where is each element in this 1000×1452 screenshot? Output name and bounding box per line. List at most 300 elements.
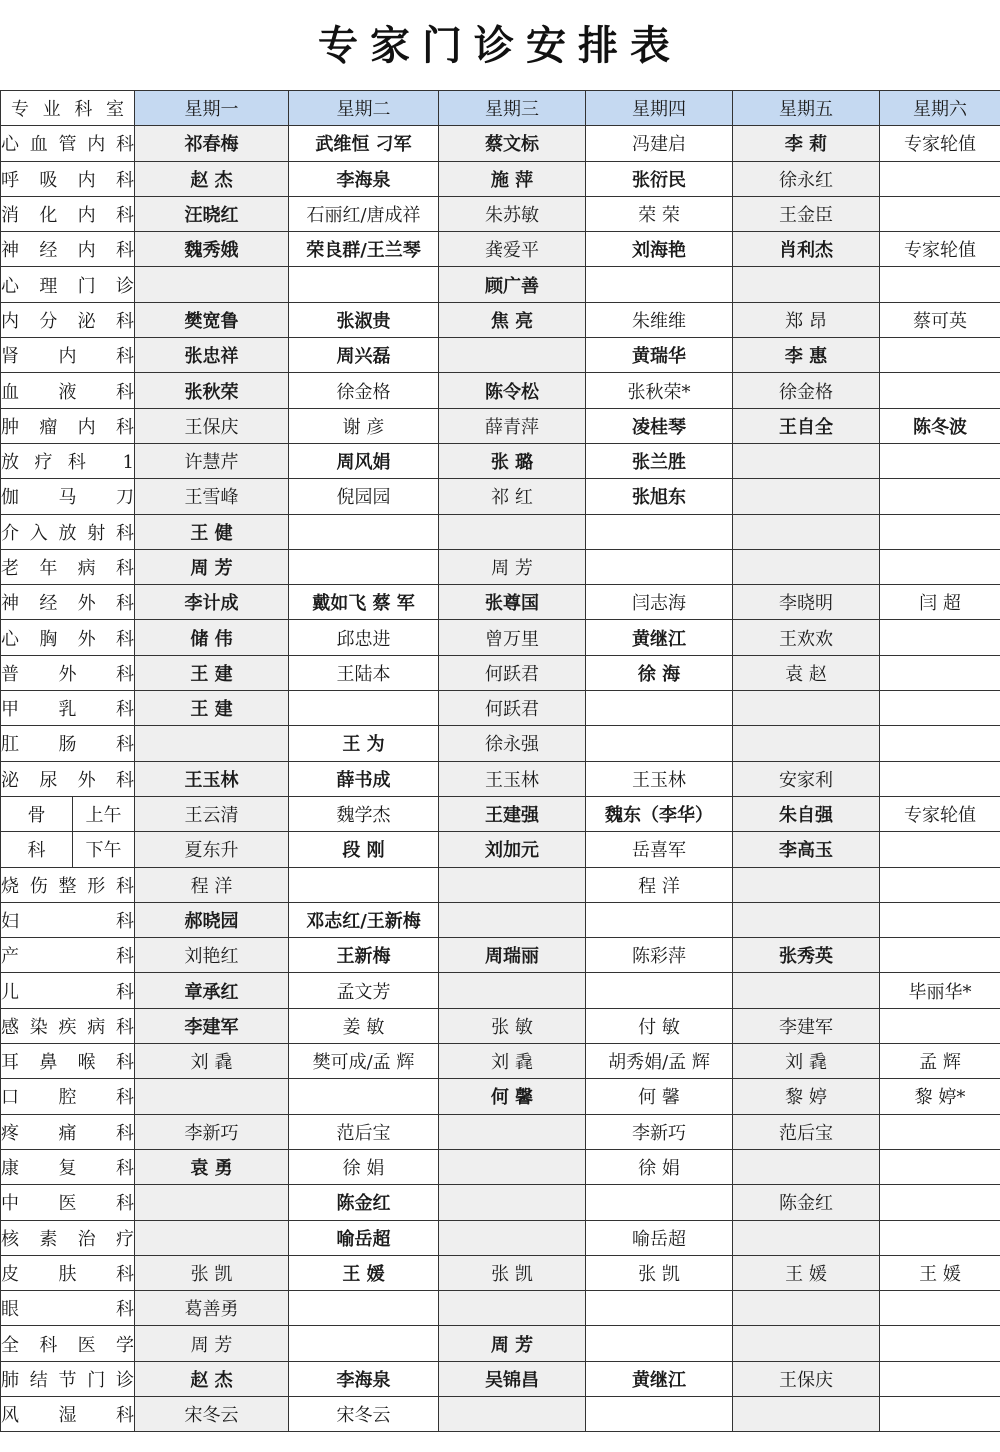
schedule-cell (289, 1079, 439, 1114)
schedule-cell (439, 867, 586, 902)
schedule-cell: 朱苏敏 (439, 196, 586, 231)
department-name: 血液科 (1, 373, 135, 408)
schedule-cell (733, 691, 880, 726)
header-day-sat: 星期六 (880, 91, 1000, 126)
schedule-cell: 喻岳超 (289, 1220, 439, 1255)
schedule-cell: 何 馨 (586, 1079, 733, 1114)
schedule-cell (733, 726, 880, 761)
schedule-cell: 倪园园 (289, 479, 439, 514)
schedule-cell: 王欢欢 (733, 620, 880, 655)
schedule-cell: 荣良群/王兰琴 (289, 232, 439, 267)
schedule-cell (880, 726, 1000, 761)
table-row (1, 973, 1000, 1008)
department-name: 口腔科 (1, 1079, 135, 1114)
department-name: 内分泌科 (1, 302, 135, 337)
table-row (1, 761, 1000, 796)
schedule-cell: 肖利杰 (733, 232, 880, 267)
schedule-cell (733, 1396, 880, 1431)
schedule-cell (880, 338, 1000, 373)
schedule-cell: 李新巧 (135, 1114, 289, 1149)
department-name: 甲乳科 (1, 691, 135, 726)
department-name: 老年病科 (1, 549, 135, 584)
schedule-cell: 祁春梅 (135, 126, 289, 161)
schedule-cell (880, 867, 1000, 902)
schedule-cell (880, 902, 1000, 937)
schedule-cell: 岳喜军 (586, 832, 733, 867)
schedule-cell: 宋冬云 (135, 1396, 289, 1431)
schedule-cell: 李建军 (135, 1008, 289, 1043)
schedule-cell: 胡秀娟/孟 辉 (586, 1044, 733, 1079)
schedule-cell: 王建强 (439, 796, 586, 831)
schedule-cell (289, 691, 439, 726)
department-name: 疼痛科 (1, 1114, 135, 1149)
table-row (1, 479, 1000, 514)
schedule-cell: 石丽红/唐成祥 (289, 196, 439, 231)
schedule-cell (586, 1291, 733, 1326)
table-row (1, 867, 1000, 902)
department-name: 眼科 (1, 1291, 135, 1326)
header-dept: 专业科室 (1, 91, 135, 126)
schedule-cell: 施 萍 (439, 161, 586, 196)
schedule-cell: 黄继江 (586, 620, 733, 655)
department-name: 儿科 (1, 973, 135, 1008)
table-row (1, 726, 1000, 761)
schedule-cell (135, 267, 289, 302)
table-row (1, 1008, 1000, 1043)
schedule-cell (289, 867, 439, 902)
schedule-cell: 王自全 (733, 408, 880, 443)
schedule-cell: 王金臣 (733, 196, 880, 231)
schedule-cell: 汪晓红 (135, 196, 289, 231)
schedule-cell: 李建军 (733, 1008, 880, 1043)
department-name: 消化内科 (1, 196, 135, 231)
schedule-cell: 徐 娟 (289, 1149, 439, 1184)
schedule-cell (439, 1220, 586, 1255)
schedule-cell: 谢 彦 (289, 408, 439, 443)
schedule-cell: 王陆本 (289, 655, 439, 690)
schedule-cell: 陈令松 (439, 373, 586, 408)
schedule-cell (586, 1396, 733, 1431)
schedule-cell: 安家利 (733, 761, 880, 796)
schedule-cell: 李晓明 (733, 585, 880, 620)
schedule-cell: 龚爱平 (439, 232, 586, 267)
schedule-cell: 郑 昂 (733, 302, 880, 337)
schedule-cell: 张淑贵 (289, 302, 439, 337)
schedule-cell: 朱维维 (586, 302, 733, 337)
department-name: 肛肠科 (1, 726, 135, 761)
schedule-cell (880, 196, 1000, 231)
schedule-cell (880, 1149, 1000, 1184)
schedule-cell: 张 璐 (439, 443, 586, 478)
schedule-cell (439, 1149, 586, 1184)
header-day-fri: 星期五 (733, 91, 880, 126)
schedule-cell (733, 867, 880, 902)
schedule-cell: 樊宽鲁 (135, 302, 289, 337)
schedule-cell: 徐金格 (733, 373, 880, 408)
schedule-cell: 刘海艳 (586, 232, 733, 267)
schedule-cell (289, 1326, 439, 1361)
schedule-cell: 赵 杰 (135, 1361, 289, 1396)
schedule-cell: 陈冬波 (880, 408, 1000, 443)
table-row (1, 1149, 1000, 1184)
header-day-wed: 星期三 (439, 91, 586, 126)
department-name: 感染疾病科 (1, 1008, 135, 1043)
schedule-cell (289, 1291, 439, 1326)
department-name: 烧伤整形科 (1, 867, 135, 902)
department-name: 康复科 (1, 1149, 135, 1184)
table-row (1, 1114, 1000, 1149)
schedule-cell (439, 1114, 586, 1149)
schedule-cell: 夏东升 (135, 832, 289, 867)
schedule-cell (289, 514, 439, 549)
page-title: 专家门诊安排表 (318, 22, 682, 69)
schedule-cell (880, 1114, 1000, 1149)
table-row (1, 1396, 1000, 1431)
department-name: 呼吸内科 (1, 161, 135, 196)
schedule-cell: 张 凯 (586, 1255, 733, 1290)
table-row (1, 302, 1000, 337)
schedule-cell: 孟 辉 (880, 1044, 1000, 1079)
department-name-ortho-bottom: 科 (1, 832, 73, 867)
schedule-cell: 徐 娟 (586, 1149, 733, 1184)
schedule-cell: 蔡文标 (439, 126, 586, 161)
schedule-cell (733, 1326, 880, 1361)
schedule-cell: 许慧芹 (135, 443, 289, 478)
schedule-cell: 薛书成 (289, 761, 439, 796)
schedule-cell: 周 芳 (135, 549, 289, 584)
schedule-cell (880, 267, 1000, 302)
header-day-mon: 星期一 (135, 91, 289, 126)
table-row (1, 620, 1000, 655)
schedule-cell (586, 726, 733, 761)
schedule-cell (289, 267, 439, 302)
schedule-cell: 闫志海 (586, 585, 733, 620)
table-row (1, 585, 1000, 620)
schedule-cell: 张尊国 (439, 585, 586, 620)
table-row (1, 126, 1000, 161)
schedule-cell: 祁 红 (439, 479, 586, 514)
table-row (1, 1044, 1000, 1079)
table-row (1, 338, 1000, 373)
table-row-ortho-am (1, 796, 1000, 831)
department-name: 泌尿外科 (1, 761, 135, 796)
schedule-cell: 徐金格 (289, 373, 439, 408)
schedule-cell: 黎 婷 (733, 1079, 880, 1114)
department-name: 风湿科 (1, 1396, 135, 1431)
schedule-cell: 李新巧 (586, 1114, 733, 1149)
department-name: 心胸外科 (1, 620, 135, 655)
schedule-cell: 李海泉 (289, 1361, 439, 1396)
department-name: 神经外科 (1, 585, 135, 620)
schedule-cell: 樊可成/孟 辉 (289, 1044, 439, 1079)
schedule-cell: 何跃君 (439, 655, 586, 690)
department-name: 全科医学 (1, 1326, 135, 1361)
schedule-cell (880, 1361, 1000, 1396)
department-name: 耳鼻喉科 (1, 1044, 135, 1079)
schedule-cell: 张衍民 (586, 161, 733, 196)
schedule-cell (586, 1326, 733, 1361)
schedule-cell: 刘 毳 (135, 1044, 289, 1079)
schedule-cell (733, 1149, 880, 1184)
schedule-cell: 范后宝 (733, 1114, 880, 1149)
schedule-cell: 刘 毳 (733, 1044, 880, 1079)
schedule-cell: 王 媛 (733, 1255, 880, 1290)
schedule-cell (586, 549, 733, 584)
schedule-cell: 专家轮值 (880, 126, 1000, 161)
table-row (1, 1255, 1000, 1290)
schedule-cell: 王保庆 (733, 1361, 880, 1396)
schedule-cell (439, 1291, 586, 1326)
schedule-cell (135, 1220, 289, 1255)
schedule-cell: 张秋荣* (586, 373, 733, 408)
schedule-cell: 邱忠进 (289, 620, 439, 655)
schedule-cell: 程 洋 (135, 867, 289, 902)
schedule-cell (880, 1291, 1000, 1326)
table-row (1, 1185, 1000, 1220)
schedule-cell (880, 620, 1000, 655)
schedule-cell (135, 1185, 289, 1220)
schedule-cell: 郝晓园 (135, 902, 289, 937)
table-row (1, 373, 1000, 408)
department-name: 神经内科 (1, 232, 135, 267)
schedule-cell: 张秋荣 (135, 373, 289, 408)
schedule-cell: 黄继江 (586, 1361, 733, 1396)
header-day-tue: 星期二 (289, 91, 439, 126)
schedule-cell: 张 凯 (135, 1255, 289, 1290)
schedule-cell: 张 凯 (439, 1255, 586, 1290)
schedule-cell: 周 芳 (439, 549, 586, 584)
schedule-cell: 张秀英 (733, 938, 880, 973)
schedule-cell: 赵 杰 (135, 161, 289, 196)
schedule-cell: 李计成 (135, 585, 289, 620)
header-row (1, 91, 1000, 126)
schedule-cell: 付 敏 (586, 1008, 733, 1043)
department-name-ortho-top: 骨 (1, 796, 73, 831)
department-name: 伽马刀 (1, 479, 135, 514)
schedule-cell: 吴锦昌 (439, 1361, 586, 1396)
schedule-cell: 何跃君 (439, 691, 586, 726)
schedule-cell (880, 514, 1000, 549)
schedule-cell (733, 973, 880, 1008)
schedule-cell (880, 1185, 1000, 1220)
schedule-cell: 王云清 (135, 796, 289, 831)
schedule-cell: 周 芳 (135, 1326, 289, 1361)
department-name: 核素治疗 (1, 1220, 135, 1255)
schedule-cell (880, 1326, 1000, 1361)
schedule-cell: 袁 勇 (135, 1149, 289, 1184)
schedule-cell (135, 726, 289, 761)
schedule-cell: 周风娟 (289, 443, 439, 478)
schedule-cell: 王 为 (289, 726, 439, 761)
schedule-cell (880, 1220, 1000, 1255)
schedule-cell (586, 1185, 733, 1220)
schedule-cell: 魏学杰 (289, 796, 439, 831)
department-name: 肿瘤内科 (1, 408, 135, 443)
schedule-cell: 陈金红 (289, 1185, 439, 1220)
schedule-cell (733, 902, 880, 937)
schedule-cell: 王新梅 (289, 938, 439, 973)
table-row (1, 196, 1000, 231)
schedule-cell (880, 655, 1000, 690)
schedule-cell: 袁 赵 (733, 655, 880, 690)
schedule-cell (880, 549, 1000, 584)
department-name: 肾内科 (1, 338, 135, 373)
schedule-cell: 周 芳 (439, 1326, 586, 1361)
schedule-cell (586, 902, 733, 937)
schedule-cell: 王玉林 (439, 761, 586, 796)
schedule-cell: 蔡可英 (880, 302, 1000, 337)
schedule-cell: 魏秀娥 (135, 232, 289, 267)
schedule-cell: 范后宝 (289, 1114, 439, 1149)
schedule-cell: 李海泉 (289, 161, 439, 196)
department-name: 放疗科 1 (1, 443, 135, 478)
schedule-cell: 顾广善 (439, 267, 586, 302)
schedule-cell (880, 1008, 1000, 1043)
schedule-cell: 闫 超 (880, 585, 1000, 620)
schedule-cell: 章承红 (135, 973, 289, 1008)
table-row (1, 267, 1000, 302)
schedule-cell: 徐 海 (586, 655, 733, 690)
schedule-cell (733, 267, 880, 302)
session-label-am: 上午 (73, 796, 135, 831)
schedule-cell: 张旭东 (586, 479, 733, 514)
table-row (1, 655, 1000, 690)
table-row (1, 549, 1000, 584)
department-name: 产科 (1, 938, 135, 973)
schedule-cell (586, 514, 733, 549)
schedule-cell: 李 惠 (733, 338, 880, 373)
table-row-ortho-pm (1, 832, 1000, 867)
schedule-cell: 储 伟 (135, 620, 289, 655)
department-name: 心理门诊 (1, 267, 135, 302)
schedule-cell: 陈金红 (733, 1185, 880, 1220)
schedule-cell (880, 1396, 1000, 1431)
schedule-cell: 荣 荣 (586, 196, 733, 231)
table-row (1, 443, 1000, 478)
schedule-cell (880, 761, 1000, 796)
schedule-cell: 程 洋 (586, 867, 733, 902)
schedule-cell (289, 549, 439, 584)
schedule-cell (439, 1185, 586, 1220)
table-row (1, 938, 1000, 973)
department-name: 妇科 (1, 902, 135, 937)
schedule-cell: 李 莉 (733, 126, 880, 161)
schedule-cell: 黄瑞华 (586, 338, 733, 373)
department-name: 皮肤科 (1, 1255, 135, 1290)
schedule-cell: 专家轮值 (880, 232, 1000, 267)
schedule-cell: 陈彩萍 (586, 938, 733, 973)
schedule-cell: 毕丽华* (880, 973, 1000, 1008)
department-name: 心血管内科 (1, 126, 135, 161)
schedule-cell (880, 479, 1000, 514)
schedule-cell: 喻岳超 (586, 1220, 733, 1255)
schedule-cell: 王 媛 (289, 1255, 439, 1290)
schedule-cell: 邓志红/王新梅 (289, 902, 439, 937)
department-name: 中医科 (1, 1185, 135, 1220)
schedule-cell: 曾万里 (439, 620, 586, 655)
schedule-cell (439, 514, 586, 549)
schedule-cell: 朱自强 (733, 796, 880, 831)
table-row (1, 902, 1000, 937)
table-row (1, 1079, 1000, 1114)
schedule-cell (733, 443, 880, 478)
table-row (1, 691, 1000, 726)
schedule-cell: 宋冬云 (289, 1396, 439, 1431)
table-row (1, 232, 1000, 267)
schedule-cell (135, 1079, 289, 1114)
schedule-cell (439, 902, 586, 937)
department-name: 普外科 (1, 655, 135, 690)
schedule-cell: 专家轮值 (880, 796, 1000, 831)
department-name: 肺结节门诊 (1, 1361, 135, 1396)
session-label-pm: 下午 (73, 832, 135, 867)
schedule-cell: 魏东（李华） (586, 796, 733, 831)
schedule-cell: 周兴磊 (289, 338, 439, 373)
schedule-cell: 焦 亮 (439, 302, 586, 337)
schedule-cell: 徐永红 (733, 161, 880, 196)
schedule-cell (733, 1291, 880, 1326)
schedule-cell (439, 1396, 586, 1431)
schedule-cell: 薛青萍 (439, 408, 586, 443)
table-row (1, 408, 1000, 443)
schedule-cell: 王 建 (135, 655, 289, 690)
department-name: 介入放射科 (1, 514, 135, 549)
schedule-cell: 王玉林 (586, 761, 733, 796)
schedule-cell: 刘加元 (439, 832, 586, 867)
schedule-cell (586, 973, 733, 1008)
schedule-cell: 王 健 (135, 514, 289, 549)
schedule-cell (880, 938, 1000, 973)
schedule-cell: 凌桂琴 (586, 408, 733, 443)
schedule-cell (733, 514, 880, 549)
schedule-cell (880, 691, 1000, 726)
schedule-cell (439, 973, 586, 1008)
header-day-thu: 星期四 (586, 91, 733, 126)
schedule-cell (880, 443, 1000, 478)
table-row (1, 1361, 1000, 1396)
table-row (1, 514, 1000, 549)
table-row (1, 1291, 1000, 1326)
schedule-cell (733, 479, 880, 514)
schedule-cell (439, 338, 586, 373)
schedule-cell (880, 832, 1000, 867)
table-row (1, 1220, 1000, 1255)
schedule-cell: 徐永强 (439, 726, 586, 761)
schedule-cell: 王 建 (135, 691, 289, 726)
schedule-cell: 段 刚 (289, 832, 439, 867)
schedule-cell: 王玉林 (135, 761, 289, 796)
table-row (1, 1326, 1000, 1361)
schedule-cell (586, 267, 733, 302)
schedule-cell (733, 549, 880, 584)
schedule-cell: 王雪峰 (135, 479, 289, 514)
schedule-cell: 李高玉 (733, 832, 880, 867)
schedule-cell: 姜 敏 (289, 1008, 439, 1043)
schedule-cell: 冯建启 (586, 126, 733, 161)
schedule-cell (880, 161, 1000, 196)
schedule-cell (586, 691, 733, 726)
table-row (1, 161, 1000, 196)
schedule-cell: 孟文芳 (289, 973, 439, 1008)
schedule-cell: 张 敏 (439, 1008, 586, 1043)
schedule-cell: 葛善勇 (135, 1291, 289, 1326)
schedule-cell: 王 媛 (880, 1255, 1000, 1290)
schedule-cell: 王保庆 (135, 408, 289, 443)
schedule-cell (880, 373, 1000, 408)
schedule-cell: 刘 毳 (439, 1044, 586, 1079)
schedule-cell: 戴如飞 蔡 军 (289, 585, 439, 620)
schedule-table (0, 90, 1000, 1432)
